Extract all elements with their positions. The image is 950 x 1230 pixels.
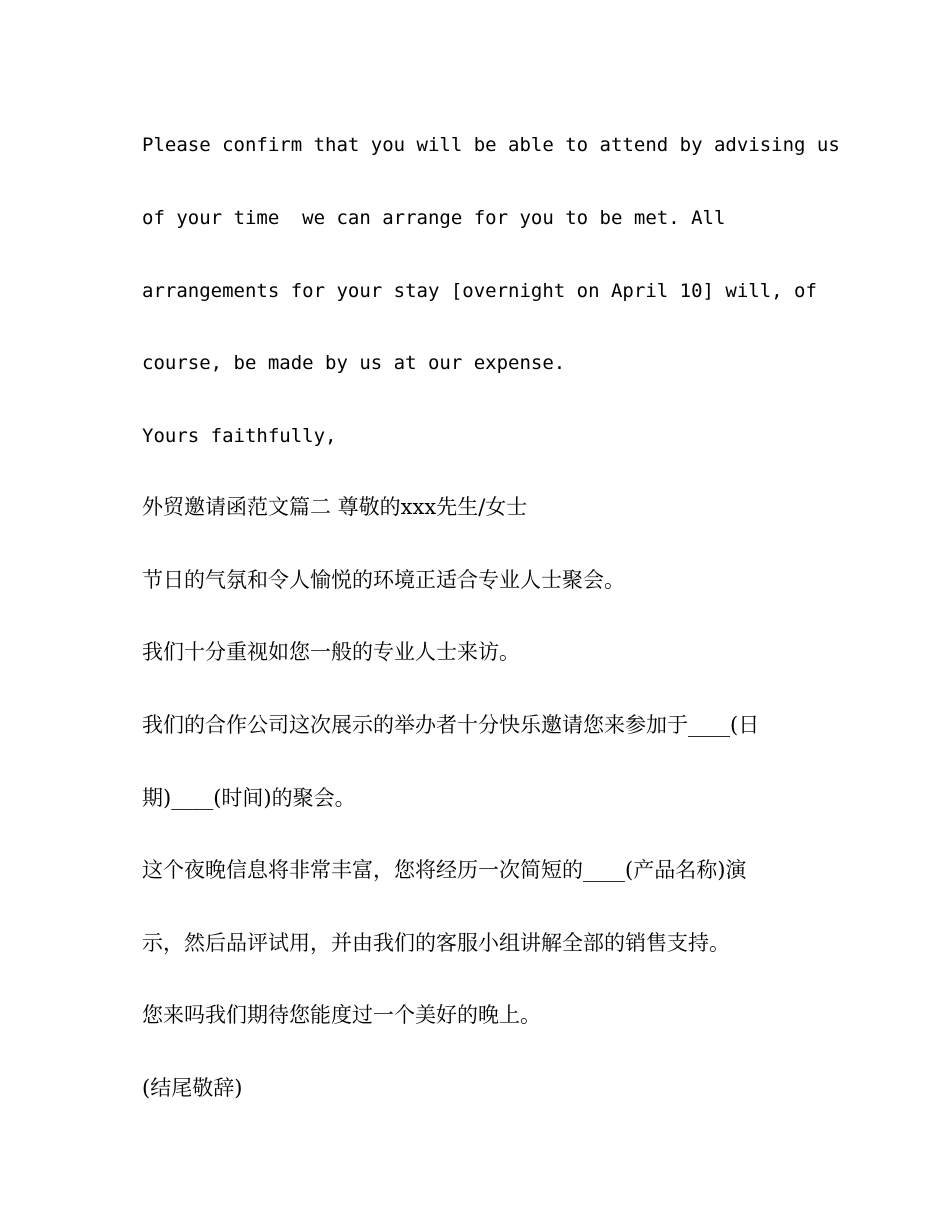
paragraph-line: 这个夜晚信息将非常丰富，您将经历一次简短的____(产品名称)演	[142, 858, 747, 882]
paragraph-line: 我们十分重视如您一般的专业人士来访。	[142, 640, 520, 664]
paragraph-line: arrangements for your stay [overnight on April 10] will, of	[142, 280, 817, 302]
paragraph-line: course, be made by us at our expense.	[142, 352, 566, 374]
closing-line: Yours faithfully,	[142, 425, 337, 447]
paragraph-line: 示，然后品评试用，并由我们的客服小组讲解全部的销售支持。	[142, 931, 730, 955]
paragraph-line: 期)____(时间)的聚会。	[142, 786, 356, 810]
paragraph-line: of your time we can arrange for you to be met. All	[142, 207, 726, 229]
paragraph-line: Please confirm that you will be able to attend by advising us	[142, 134, 840, 156]
paragraph-line: 您来吗我们期待您能度过一个美好的晚上。	[142, 1003, 541, 1027]
paragraph-line: 节日的气氛和令人愉悦的环境正适合专业人士聚会。	[142, 568, 625, 592]
section-heading: 外贸邀请函范文篇二 尊敬的xxx先生/女士	[142, 495, 528, 519]
closing-phrase: (结尾敬辞)	[142, 1076, 243, 1100]
paragraph-line: 我们的合作公司这次展示的举办者十分快乐邀请您来参加于____(日	[142, 713, 760, 737]
